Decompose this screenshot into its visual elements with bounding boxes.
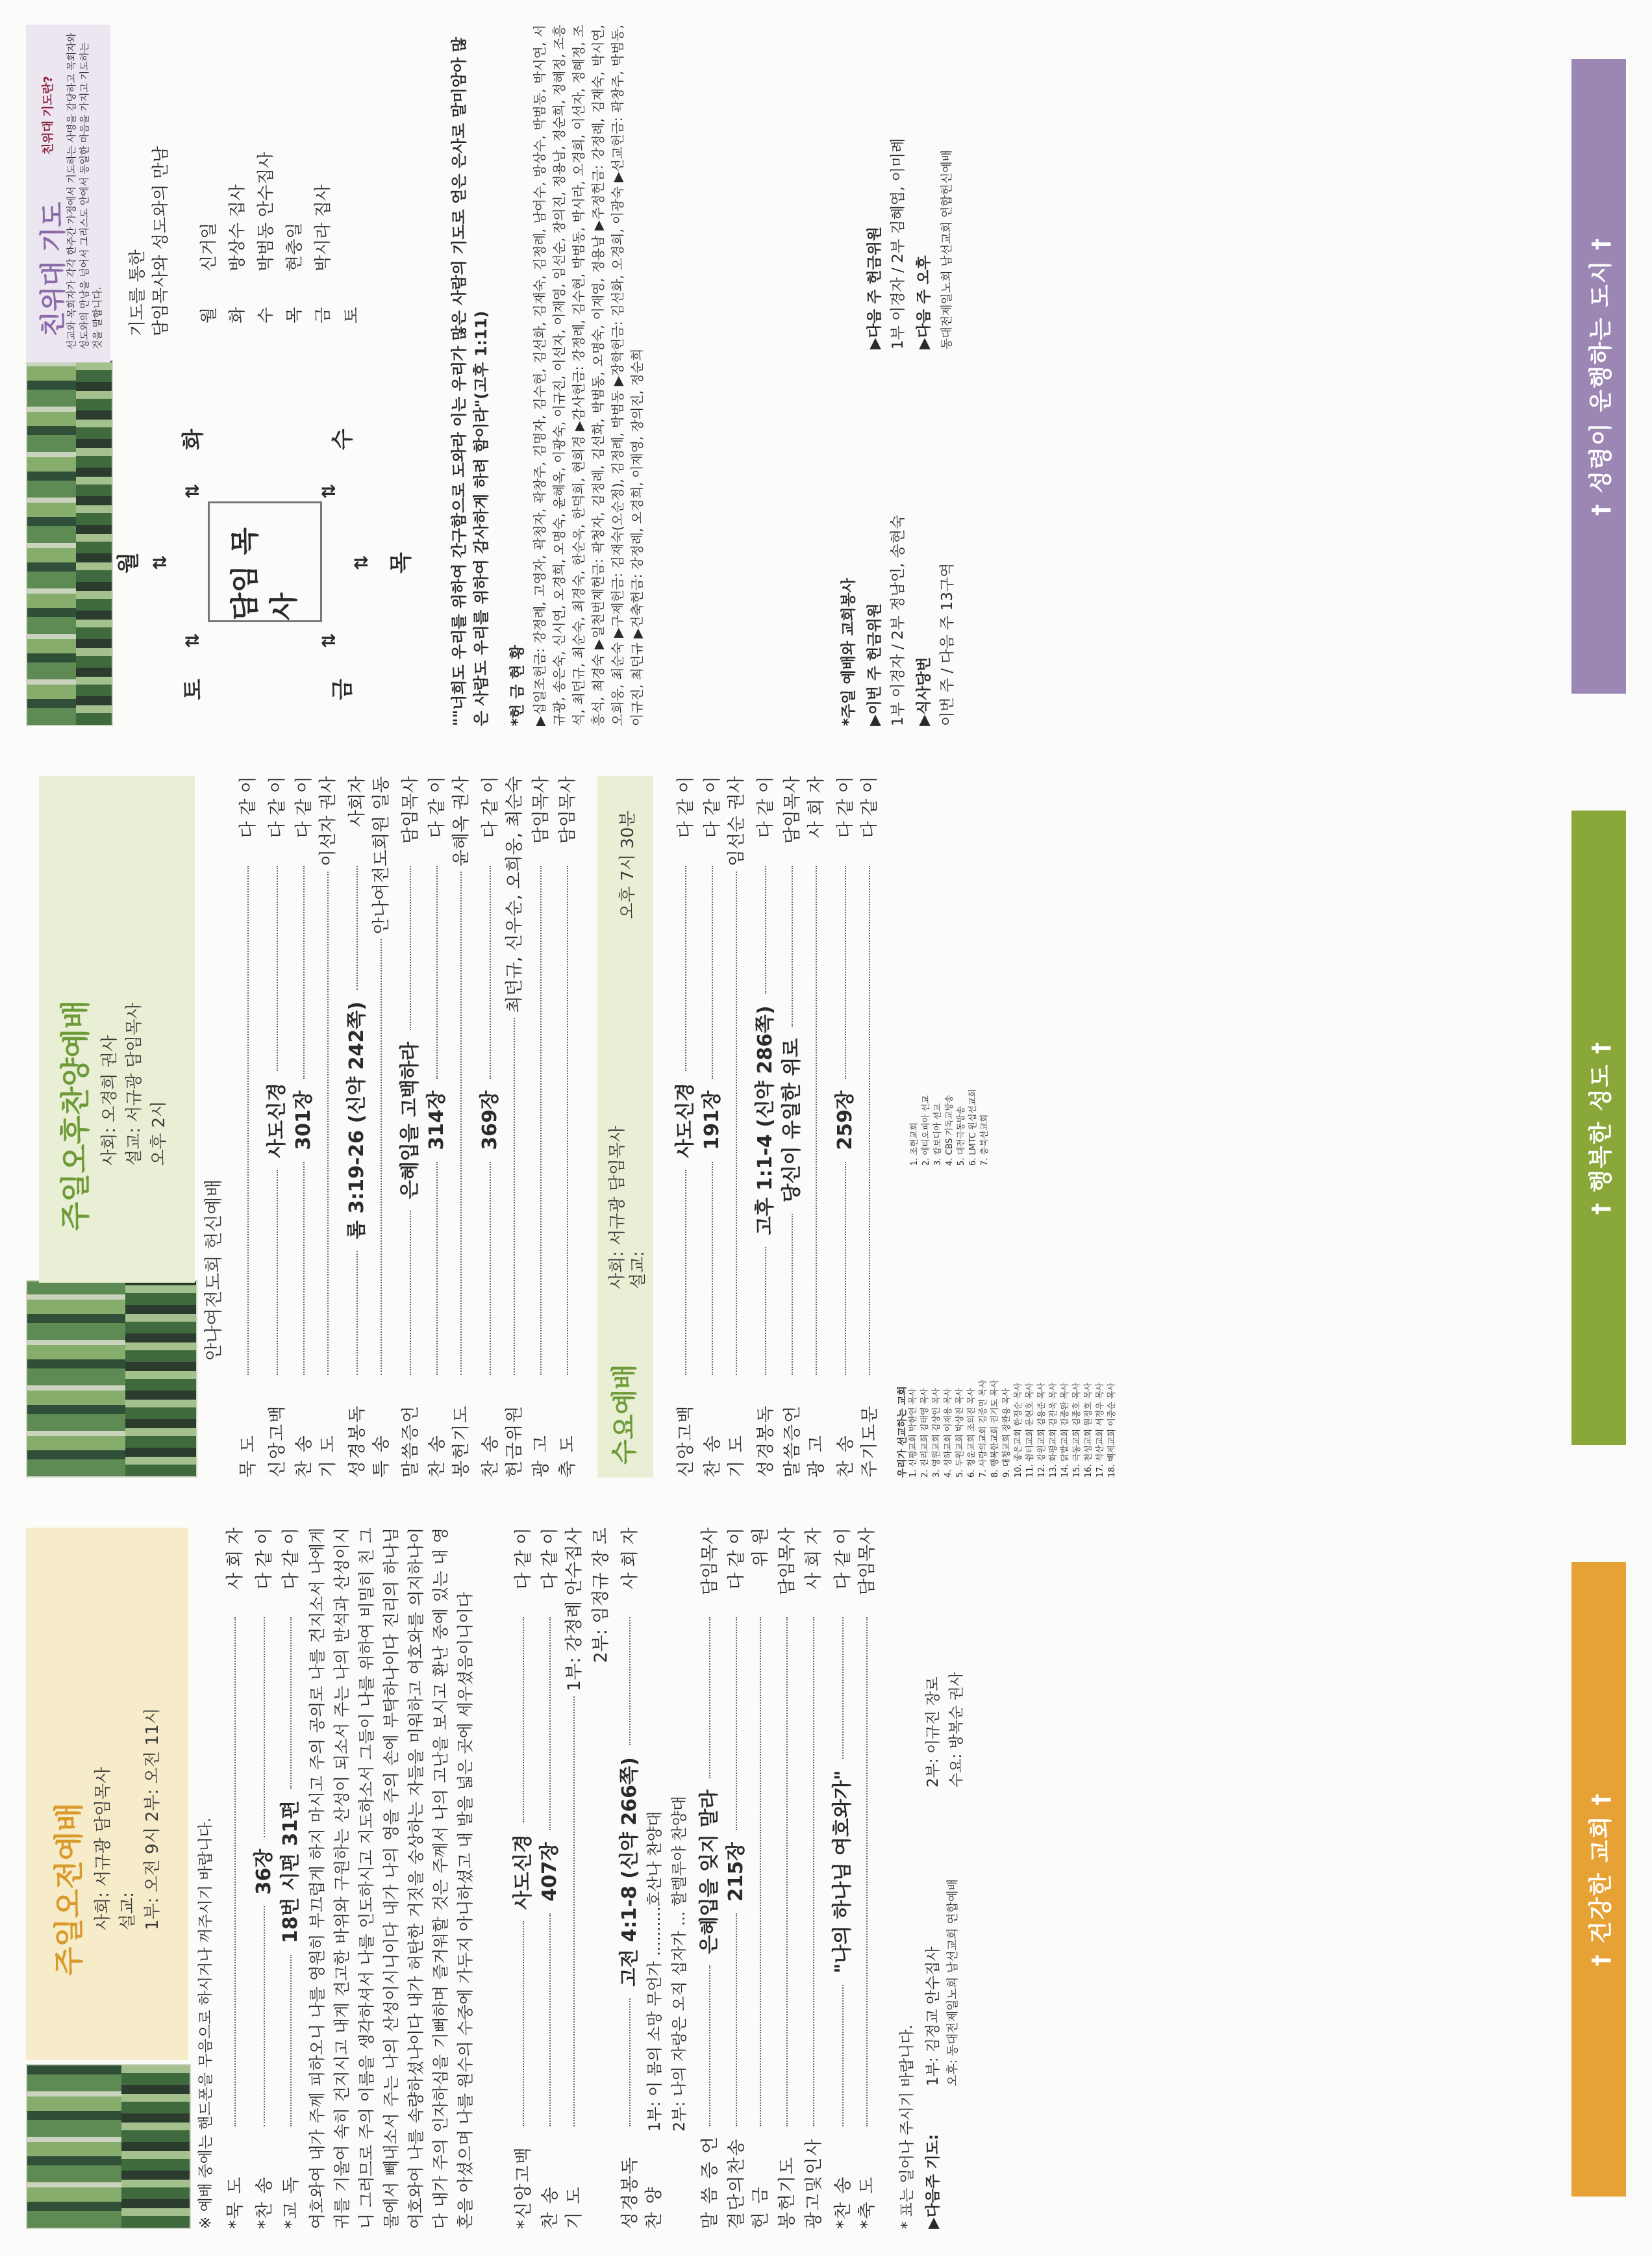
roster-day: 월 — [199, 307, 219, 323]
roster-name: 방상수 집사 — [228, 184, 247, 271]
afternoon-preacher: 설교: 서규광 담임목사 — [125, 1002, 144, 1166]
order-row: 기 도 1부: 강정례 안수집사 — [564, 1528, 584, 2229]
order-row: 주기도문 다 같 이 — [860, 776, 880, 1478]
order-row: 묵 도 다 같 이 — [238, 776, 258, 1478]
next-prayer-1: 1부: 김정교 안수집사 — [925, 1946, 942, 2086]
panel-afternoon-service — [0, 752, 1652, 1504]
order-label: *묵 도 — [225, 2175, 245, 2229]
order-content: 18번 시편 31편 — [279, 1800, 302, 1944]
mission-org-list — [909, 971, 991, 1166]
mission-church-row: 5. 두원교회 박상진 목사 — [955, 1388, 965, 1478]
mission-org-row: 2. 에티오피아 선교 — [921, 1095, 931, 1166]
order-content: 36장 — [253, 1848, 275, 1895]
prayer-description: 선교와 목회자가 각각 한주간 가정에서 기도하는 사명을 감당하고 목회자와 성도와의 만남을 넘어서 그리스도 안에서 동일한 마음을 가지고 기도하는 것을 말합니다. — [66, 32, 103, 349]
stand-note: * 표는 일어나 주시기 바랍니다. — [899, 2024, 916, 2229]
banner-spirit-city: † 성령이 운행하는 도시 † — [1571, 59, 1626, 694]
afternoon-order — [234, 776, 580, 1478]
day-thu: 목 — [388, 552, 414, 573]
order-row: 특 송 안나여전도회원 일동 — [371, 776, 392, 1478]
order-row: 광고및인사 사 회 자 — [804, 1528, 824, 2229]
order-row: 찬 송 407장 다 같 이 — [538, 1527, 561, 2229]
order-row: 찬 송 191장 다 같 이 — [701, 775, 723, 1478]
mission-church-row: 18. 백제교회 이중순 목사 — [1107, 1382, 1117, 1478]
mission-church-row: 14. 닭밭교회 김종완 목사 — [1060, 1382, 1070, 1478]
roster-day: 화 — [228, 307, 247, 323]
order-row: 2부: 나의 자랑은 오직 십자가 ... 할렐루야 찬양대 — [670, 1796, 688, 2132]
order-who: 다 같 이 — [281, 1528, 301, 1590]
mission-church-row: 3. 영원교회 김상인 목사 — [932, 1388, 942, 1478]
wednesday-title: 수요예배 — [610, 1364, 640, 1465]
order-row: 2부: 임정규 장 로 — [591, 1528, 611, 1663]
morning-order-top — [221, 1528, 301, 2229]
order-row: 헌 금 위 원 — [751, 1528, 771, 2229]
this-week-head: ▶이번 주 헌금위원 — [866, 603, 883, 726]
afternoon-special: 안나여전도회 헌신예배 — [203, 1179, 224, 1361]
mission-church-row: 4. 성하교회 이재용 목사 — [944, 1388, 953, 1478]
arrow-icon: ⇅ — [149, 555, 171, 570]
wednesday-order — [669, 776, 882, 1478]
mission-org-row: 4. CBS 기독교방송 — [945, 1094, 955, 1166]
order-row: 성경봉독 고후 1:1-4 (신약 286쪽) 다 같 이 — [754, 775, 777, 1478]
arrow-icon: ⇅ — [351, 555, 372, 570]
prayer-title: 친위대 기도 — [38, 201, 68, 336]
order-row — [247, 1528, 274, 2229]
order-row — [274, 1528, 301, 2229]
order-label: *찬 송 — [255, 2175, 275, 2229]
congregation-photo — [26, 360, 113, 726]
mission-org-row: 5. 대전극동방송 — [957, 1106, 966, 1166]
afternoon-host: 사회: 오경희 권사 — [100, 1035, 119, 1166]
mission-org-row: 3. 캄보디아 선교 — [933, 1103, 943, 1166]
order-row: 찬 송 301장 다 같 이 — [292, 775, 315, 1478]
next-prayer-label: ▶다음주 기도: — [925, 2134, 942, 2229]
choir-photo — [26, 2064, 191, 2229]
arrow-icon: ⇅ — [318, 633, 340, 648]
order-row: 신앙고백 사도신경 다 같 이 — [266, 775, 288, 1478]
order-row: 축 도 담임목사 — [558, 776, 578, 1478]
banner-healthy-church: † 건강한 교회 † — [1571, 1562, 1626, 2197]
morning-order-main — [507, 1528, 879, 2229]
mission-church-row: 8. 행복한교회 권기도 목사 — [990, 1379, 1000, 1478]
order-row: 찬 송 259장 다 같 이 — [834, 775, 857, 1478]
order-row: 광 고 담임목사 — [531, 776, 551, 1478]
service-heading: *주일 예배와 교회봉사 — [840, 577, 857, 726]
mission-church-row: 10. 좋은교회 한정순 목사 — [1014, 1382, 1023, 1478]
roster-day: 수 — [257, 307, 276, 323]
mission-church-row: 9. 대청교회 장완용 목사 — [1002, 1388, 1012, 1478]
panel-prayer-offering — [0, 1, 1652, 752]
next-prayer-2: 2부: 이규진 장로 — [925, 1676, 942, 1787]
order-row: 기 도 이선자 권사 — [318, 776, 338, 1478]
morning-title: 주일오전예배 — [51, 1802, 86, 1976]
mission-church-row: 6. 청운교회 조의진 목사 — [967, 1388, 977, 1478]
order-row: 봉헌기도 윤혜옥 권사 — [451, 776, 471, 1478]
order-row: 말씀증언 당신이 유일한 위로 담임목사 — [781, 775, 803, 1478]
day-fri: 금 — [330, 679, 356, 700]
order-row: 결단의찬송 215장 다 같 이 — [725, 1527, 747, 2229]
phone-notice: ※ 예배 중에는 핸드폰을 무음으로 하시거나 꺼주시기 바랍니다. — [197, 1817, 214, 2229]
order-row: *찬 송 "나의 하나님 여호와가" 다 같 이 — [831, 1528, 854, 2229]
next-prayer-4: 수요: 방복순 권사 — [948, 1672, 965, 1787]
wednesday-time: 오후 7시 30분 — [618, 811, 638, 919]
arrow-icon: ⇅ — [182, 633, 203, 648]
order-row: *축 도 담임목사 — [857, 1528, 877, 2229]
mission-church-row: 12. 강원교회 김용준 목사 — [1037, 1382, 1047, 1478]
order-row — [221, 1528, 247, 2229]
mission-list-heading: 우리가 선교하는 교회 — [896, 1386, 908, 1478]
mission-org-row: 6. LMTC 원십선교회 — [968, 1089, 978, 1166]
order-row: 헌금위원 최던규, 신우순, 오희웅, 최순숙 — [505, 776, 525, 1478]
day-wed: 수 — [330, 429, 356, 450]
morning-preacher: 설교: — [118, 1892, 138, 1930]
roster-day: 금 — [314, 307, 333, 323]
roster-name: 박범동 안수집사 — [257, 151, 276, 271]
order-label: *교 독 — [281, 2175, 301, 2229]
prayer-subtitle: 친위대 기도란? — [42, 75, 55, 155]
roster-name: 신거일 — [199, 222, 219, 271]
roster-day: 토 — [342, 307, 362, 323]
right-head: 기도를 통한 — [128, 249, 147, 336]
order-row: 광 고 사 회 자 — [807, 776, 827, 1478]
order-row: 성경봉독 롬 3:19-26 (신약 242쪽) 사회자 — [345, 776, 368, 1478]
arrow-icon: ⇅ — [182, 483, 203, 499]
roster-name: 박시라 집사 — [314, 184, 333, 271]
mission-church-row: 13. 화평교회 김진욱 목사 — [1049, 1382, 1058, 1478]
roster-name: 현충일 — [285, 222, 305, 271]
meal-line: 이번 주 / 다음 주 13구역 — [939, 562, 956, 726]
choir-photo-2 — [26, 1280, 197, 1478]
next-week-line: 1부 이경자 / 2부 김혜엽, 이미례 — [890, 138, 907, 349]
mission-church-row: 7. 사랑의교회 김종민 목사 — [979, 1379, 988, 1478]
order-row: 찬 송 369장 다 같 이 — [479, 775, 501, 1478]
day-sat: 토 — [181, 679, 206, 700]
afternoon-time: 오후 2시 — [149, 1100, 169, 1166]
day-tue: 화 — [181, 429, 206, 450]
order-who: 다 같 이 — [255, 1527, 275, 1590]
order-row: *신앙고백 사도신경 다 같 이 — [512, 1527, 534, 2229]
prayer-diagram — [110, 408, 416, 713]
day-mon: 월 — [116, 552, 142, 573]
banner-happy-saints: † 행복한 성도 † — [1571, 811, 1626, 1445]
order-row: 성경봉독 고전 4:1-8 (신약 266쪽) 사 회 자 — [618, 1527, 641, 2229]
wednesday-host: 사회: 서규광 담임목사 — [608, 1126, 627, 1289]
mission-church-row: 2. 진리교회 김태영 목사 — [920, 1388, 930, 1478]
panel-morning-service — [0, 1504, 1652, 2255]
morning-time: 1부: 오전 9시 2부: 오전 11시 — [143, 1707, 162, 1930]
order-row: 말 씀 증 언 은혜입을 잊지 말라 담임목사 — [698, 1527, 721, 2229]
offering-list: ▶십일조헌금: 강정례, 고영자, 곽청자, 곽창주, 김명자, 김수현, 김선화, 김재숙, 김정례, 남여수, 방상수, 박범동, 박시연, 서규광, 송은숙, 신시연, 오경희, 오명숙, 윤혜옥, 이광숙, 이규진, 이선자, 이재영, 임선순, 장의진, 정용남, 정순희, 정혜정, 조흥석, 최던규, 최순숙, 최경숙, 한순옥, 한덕희, 현희경 ▶감사헌금: 강정례, 김수현, 박범동, 박시라, 오경희, 이선자, 정혜정, 조흥석, 최경숙 ▶일천번제헌금: 곽청자, 김정례, 김선화, 박범동, 오명숙, 이재영, 정용남 ▶주정헌금: 강정례, 김재숙, 박시연, 오희웅, 최순숙 ▶구제헌금: 김재숙(오순정), 김정례, 박범동 ▶장학헌금: 김선화, 오경희, 이광숙 ▶선교헌금: 곽창주, 박범동, 이규진, 최던규 ▶건축헌금: 강정례, 오경희, 이재영, 장의진, 정순희 — [532, 25, 645, 726]
meal-next-head: ▶다음 주 오후 — [916, 255, 932, 349]
mission-church-list — [896, 1192, 1118, 1478]
responsive-reading: 여호와여 내가 주께 피하오니 나를 영원히 부끄럽게 하지 마시고 주의 공의로 나를 건지소서 나에게 귀를 기울여 속히 건지시고 내게 견고한 바위와 구원하는 산성이 되소서 주는 나의 반석과 산성이시니 그러므로 주의 이름을 생각하셔서 나를 인도하시고 지도하소서 그들이 나를 위하여 비밀히 친 그물에서 빼내소서 주는 나의 산성이시니이다 내가 나의 영을 주의 손에 부탁하나이다 진리의 하나님 여호와여 나를 속량하셨나이다 내가 허탄한 거짓을 숭상하는 자들을 미워하고 여호와를 의지하나이다 내가 주의 인자하심을 기뻐하며 즐거워할 것은 주께서 나의 고난을 보시고 환난 중에 있는 내 영혼을 아셨으며 나를 원수의 수중에 가두지 아니하셨고 내 발을 넓은 곳에 세우셨음이니이다 — [308, 1528, 475, 2229]
right-head-2: 담임목사와 성도와의 만남 — [151, 146, 171, 336]
order-row: 찬 송 314장 다 같 이 — [425, 775, 448, 1478]
order-who: 사 회 자 — [225, 1528, 245, 1590]
mission-org-row: 7. 충북선교회 — [980, 1114, 990, 1166]
order-row: 찬 양 1부: 이 몸의 소망 무언가 ..........호산나 찬양대 — [644, 1811, 664, 2229]
order-row: 말씀증언 은혜입을 고백하라 담임목사 — [399, 775, 421, 1478]
pastor-box: 담임 목사 — [208, 501, 322, 622]
order-row: 봉헌기도 담임목사 — [777, 1528, 797, 2229]
arrow-icon: ⇅ — [318, 483, 340, 499]
roster-day: 목 — [285, 307, 305, 323]
this-week-line: 1부 이경자 / 2부 정남인, 송현숙 — [890, 514, 907, 726]
mission-org-row: 1. 조현교회 — [910, 1122, 920, 1166]
order-row: 신앙고백 사도신경 다 같 이 — [674, 775, 697, 1478]
next-week-head: ▶다음 주 헌금위원 — [866, 226, 883, 349]
meal-next-line: 동대전제일노회 남선교회 연합헌신예배 — [940, 149, 954, 349]
order-row: 기 도 임선순 권사 — [727, 776, 747, 1478]
wednesday-preacher: 설교: — [629, 1251, 648, 1289]
afternoon-title: 주일오후찬양예배 — [58, 1000, 93, 1231]
prayer-roster — [195, 64, 366, 323]
offering-heading: *헌 금 현 황 — [509, 645, 526, 726]
morning-host: 사회: 서규광 담임목사 — [94, 1767, 113, 1930]
next-prayer-3: 오후: 동대전제일노회 남선교회 연합예배 — [946, 1879, 960, 2086]
mission-church-row: 16. 천성교회 원정호 목사 — [1084, 1382, 1094, 1478]
prayer-verse: ""너희도 우리를 위하여 간구함으로 도와라 이는 우리가 많은 사람의 기도로 얻은 은사로 말미암아 많은 사람도 우리를 위하여 감사하게 하려 함이라"(고후 1:11) — [450, 37, 490, 726]
mission-church-row: 11. 쉼터교회 문현호 목사 — [1025, 1382, 1035, 1478]
mission-church-row: 1. 신평교회 박한연 목사 — [908, 1388, 918, 1478]
meal-head: ▶식사당번 — [916, 657, 932, 726]
mission-church-row: 15. 극동교회 김종호 목사 — [1072, 1382, 1082, 1478]
mission-church-row: 17. 석산교회 서정우 목사 — [1095, 1382, 1105, 1478]
